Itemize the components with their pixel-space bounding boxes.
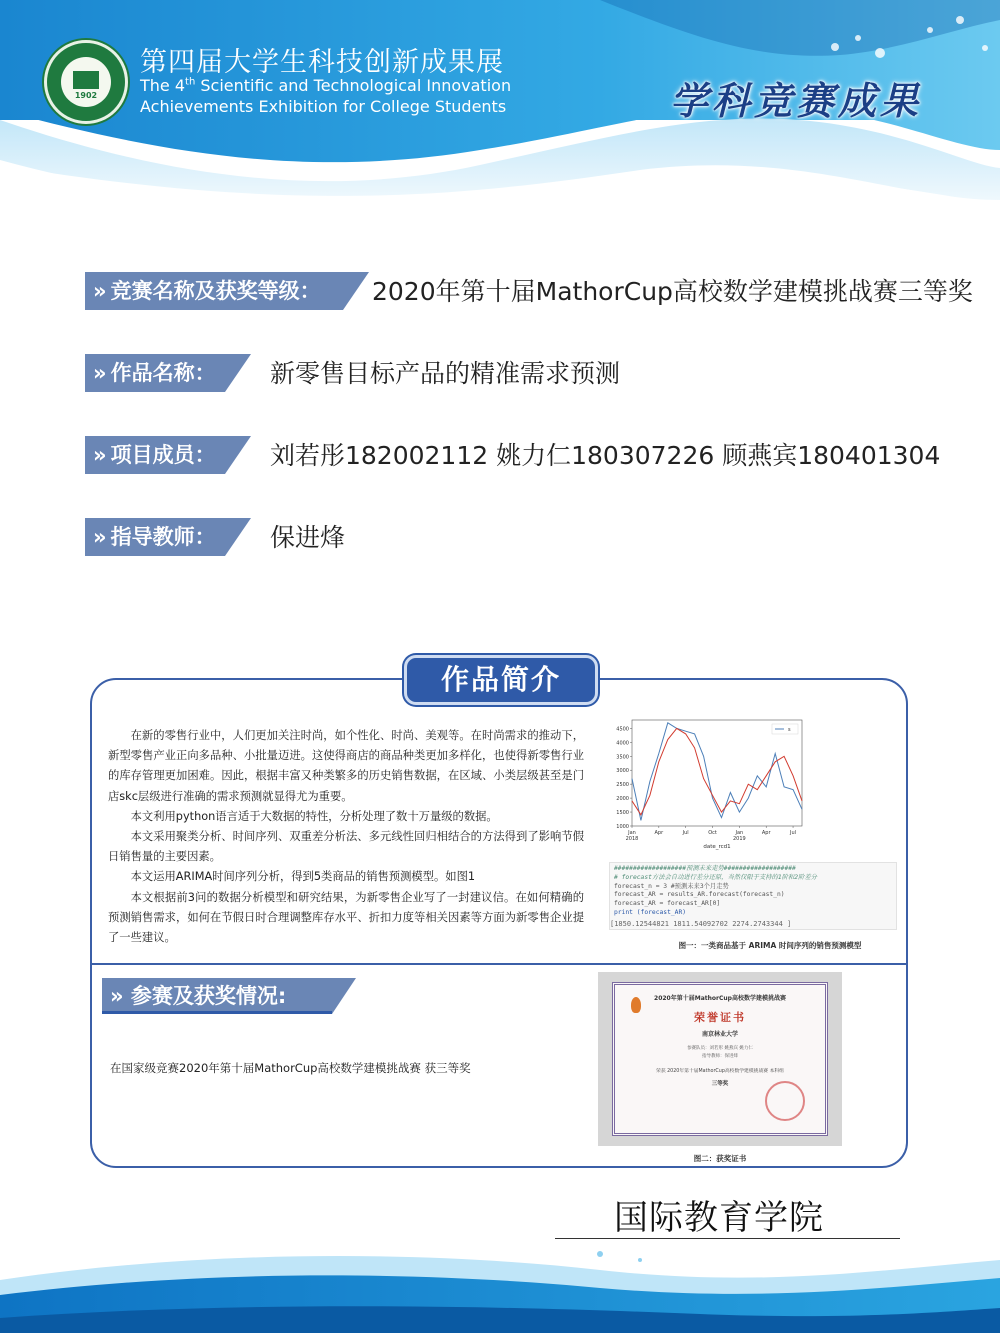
x-tick-label: Jul <box>682 830 689 836</box>
x-tick-label: Jan <box>628 830 636 836</box>
category-badge: 学科竞赛成果 <box>670 78 923 123</box>
intro-paragraph: 本文根据前3问的数据分析模型和研究结果，为新零售企业写了一封建议信。在如何精确的预测销售需求，如何在节假日时合理调整库存水平、折扣力度等相关因素等方面为新零售企业提了一些建议。 <box>108 890 584 945</box>
expo-title-en-line2: Achievements Exhibition for College Students <box>140 97 507 116</box>
certificate-image <box>598 972 842 1146</box>
seal-icon <box>765 1081 805 1121</box>
y-tick-label: 1000 <box>616 824 629 830</box>
certificate-university: 南京林业大学 <box>701 1031 738 1038</box>
x-tick-label: 2019 <box>733 836 746 842</box>
y-tick-label: 4500 <box>616 726 629 733</box>
legend-label: s <box>788 727 791 733</box>
work-value: 新零售目标产品的精准需求预测 <box>270 359 621 388</box>
intro-paragraph: 本文利用python语言适于大数据的特性，分析处理了数十万量级的数据。 <box>130 809 498 823</box>
university-logo: 1902 <box>44 40 128 124</box>
expo-title-en-line1: The 4th Scientific and Technological Innovation <box>140 76 512 95</box>
intro-section-title: 作品简介 <box>404 655 598 705</box>
certificate-frame <box>612 982 828 1136</box>
series-line <box>632 728 802 814</box>
arima-chart-svg <box>610 712 810 852</box>
plot-frame <box>632 720 802 826</box>
awards-text: 在国家级竞赛2020年第十届MathorCup高校数学建模挑战赛 获三等奖 <box>110 1061 471 1075</box>
advisor-value: 保进烽 <box>270 523 346 552</box>
figure1-caption: 图一：一类商品基于 ARIMA 时间序列的销售预测模型 <box>678 941 862 950</box>
work-label: » 作品名称： <box>85 354 225 392</box>
certificate-members: 参赛队员：刘若彤 姚燕宾 姚力仁 指导教师：保进烽 <box>687 1046 753 1059</box>
arima-chart <box>610 712 810 852</box>
x-tick-label: 2018 <box>625 836 639 842</box>
code-line: ###################预测未来走势################### <box>614 865 796 872</box>
figure2-caption: 图二：获奖证书 <box>693 1154 747 1163</box>
header-banner <box>0 0 1000 230</box>
competition-value: 2020年第十届MathorCup高校数学建模挑战赛三等奖 <box>372 277 973 306</box>
code-line: forecast_AR = results_AR.forecast(forecast_n) <box>614 891 785 899</box>
y-tick-label: 2500 <box>616 782 629 789</box>
x-tick-label: Apr <box>761 830 771 836</box>
college-name: 国际教育学院 <box>614 1198 824 1238</box>
x-tick-label: Jul <box>790 830 797 836</box>
intro-paragraph: 本文运用ARIMA时间序列分析，得到5类商品的销售预测模型。如图1 <box>130 870 476 884</box>
certificate-prize: 三等奖 <box>711 1081 729 1087</box>
code-output: [1850.12544821 1811.54092702 2274.2743344 ] <box>610 920 792 928</box>
x-tick-label: Apr <box>654 830 664 836</box>
x-tick-label: Jan <box>735 830 744 836</box>
intro-paragraph: 本文采用聚类分析、时间序列、双重差分析法、多元线性回归相结合的方法得到了影响节假日销售量的主要因素。 <box>108 830 584 864</box>
awards-label: » 参赛及获奖情况: <box>102 978 332 1014</box>
code-line: forecast_AR = forecast_AR[0] <box>614 900 721 908</box>
y-tick-label: 3500 <box>616 754 629 761</box>
code-line: forecast_n = 3 #预测未来3个月走势 <box>614 882 729 890</box>
box-divider <box>90 963 908 965</box>
y-tick-label: 3000 <box>616 768 629 775</box>
members-value: 刘若彤182002112 姚力仁180307226 顾燕宾180401304 <box>270 441 941 470</box>
code-line: print (forecast_AR) <box>614 908 687 916</box>
y-tick-label: 2000 <box>616 796 629 803</box>
intro-paragraph: 在新的零售行业中，人们更加关注时尚，如个性化、时尚、美观等。在时尚需求的推动下，新型零售产业正向多品种、小批量迈进。这使得商店的商品种类更加多样化，也使得新零售行业的库存管理更加困难。因此，根据丰富又种类繁多的历史销售数据，在区域、小类层级甚至是门店skc层级进行准确的需求预测就显得尤为重要。 <box>108 729 584 803</box>
x-axis-label: date_rcd1 <box>703 844 731 850</box>
x-tick-label: Oct <box>708 830 717 836</box>
intro-text <box>108 726 584 948</box>
advisor-label: » 指导教师： <box>85 518 225 556</box>
code-line: # forecast方法会自动进行差分还原，当然仅限于支持的1阶和2阶差分 <box>614 873 817 881</box>
competition-label: » 竞赛名称及获奖等级： <box>85 272 343 310</box>
certificate-title: 荣誉证书 <box>694 1011 746 1024</box>
college-underline <box>555 1238 900 1239</box>
y-tick-label: 1500 <box>616 810 629 817</box>
series-line <box>632 723 802 821</box>
expo-title-cn: 第四届大学生科技创新成果展 <box>140 47 504 78</box>
footer-waves <box>0 1240 1000 1333</box>
certificate-competition: 2020年第十届MathorCup高校数学建模挑战赛 <box>654 995 786 1002</box>
y-tick-label: 4000 <box>616 740 629 747</box>
members-label: » 项目成员： <box>85 436 225 474</box>
certificate-statement: 荣获 2020年第十届MathorCup高校数学建模挑战赛 本科组 <box>656 1069 784 1074</box>
